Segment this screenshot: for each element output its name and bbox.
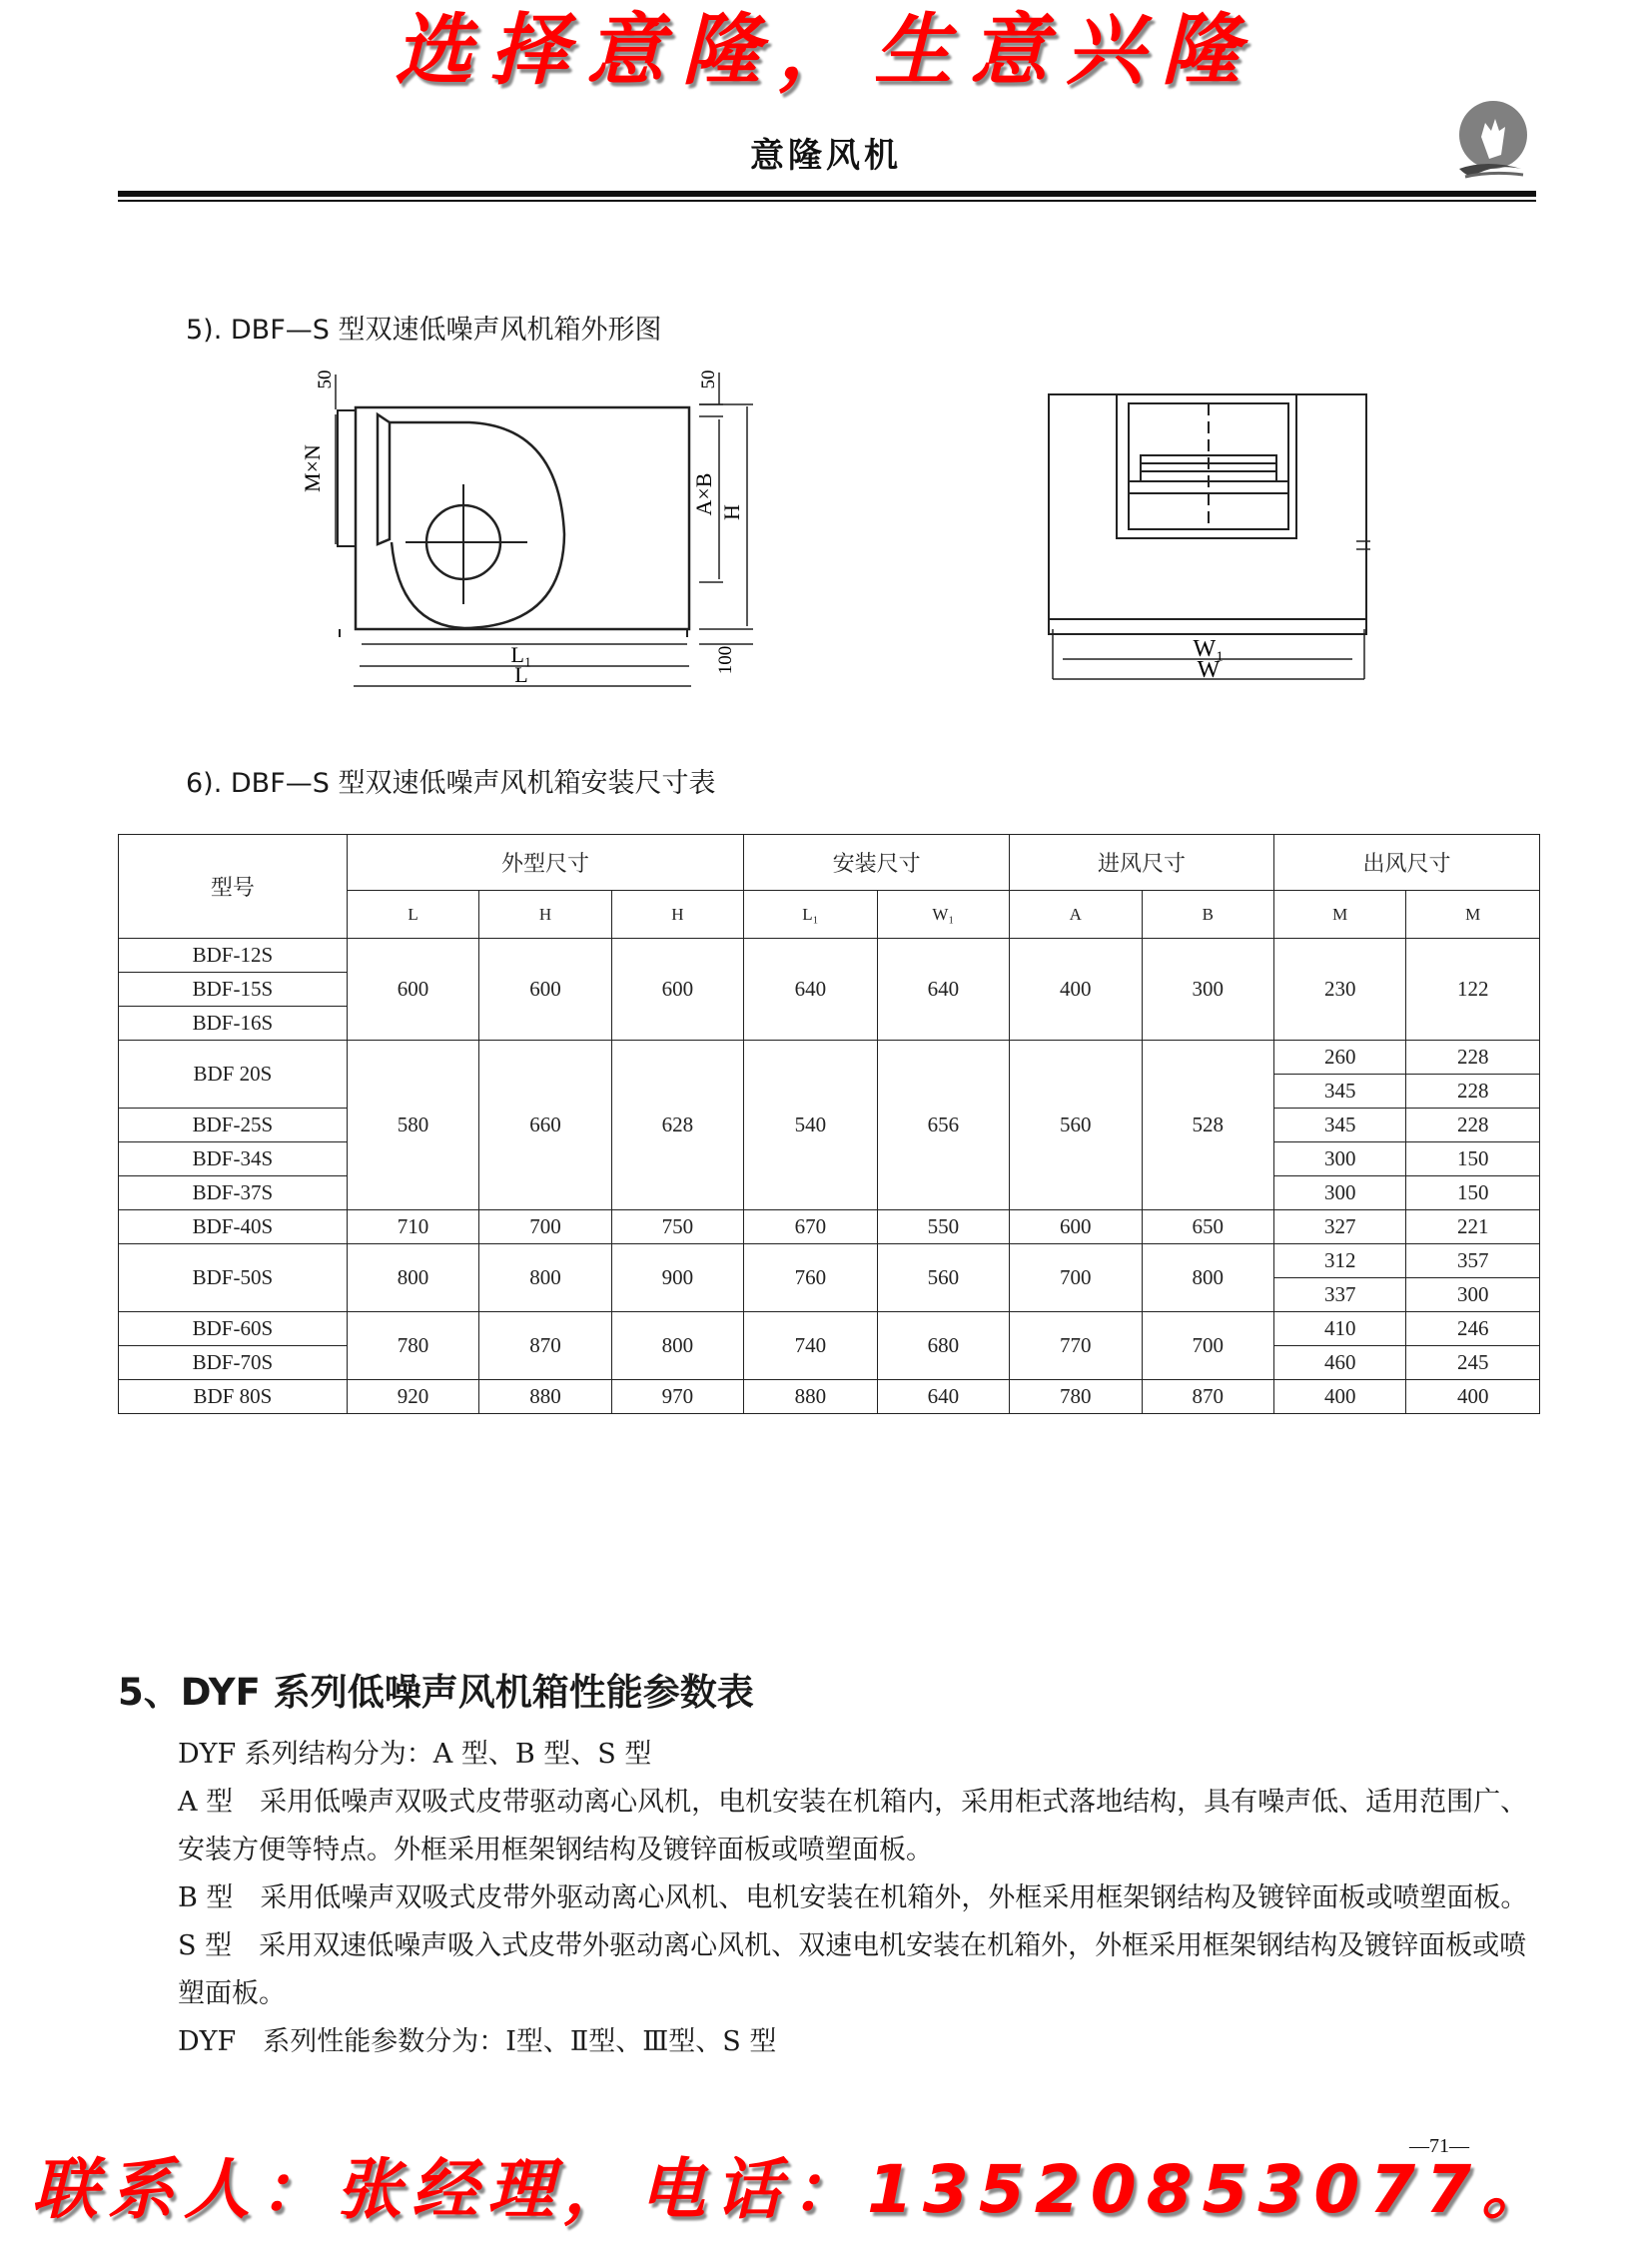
outlet-m-cell: 260 [1273,1041,1405,1075]
outlet-size-label: M×N [300,444,325,492]
dim-cell-l: 710 [347,1210,478,1244]
dyf-section-title: 5、DYF 系列低噪声风机箱性能参数表 [118,1671,754,1714]
outlet-n-cell: 150 [1406,1176,1540,1210]
header-column: L₁ [744,891,877,939]
dim-cell-h1: 600 [479,939,611,1041]
header-model: 型号 [119,835,348,939]
outlet-n-cell: 357 [1406,1244,1540,1278]
figure-section-title: 5). DBF—S 型双速低噪声风机箱外形图 [186,315,662,346]
dim-cell-h2: 800 [611,1312,743,1380]
dim-cell-h2: 750 [611,1210,743,1244]
outlet-m-cell: 327 [1273,1210,1405,1244]
dim-cell-l: 780 [347,1312,478,1380]
table-section-title: 6). DBF—S 型双速低噪声风机箱安装尺寸表 [186,768,716,799]
model-cell: BDF-34S [119,1142,348,1176]
model-cell: BDF 80S [119,1380,348,1414]
dim-cell-b: 700 [1142,1312,1273,1380]
dim-cell-l: 800 [347,1244,478,1312]
outlet-n-cell: 228 [1406,1075,1540,1109]
length-label: L [514,662,528,687]
inlet-size-label: A×B [691,472,716,516]
header-column: M [1406,891,1540,939]
outlet-m-cell: 345 [1273,1109,1405,1142]
outlet-n-cell: 228 [1406,1041,1540,1075]
header-column: W₁ [877,891,1009,939]
dim-cell-l1: 740 [744,1312,877,1380]
brand-name: 意隆风机 [750,136,902,176]
model-cell: BDF-40S [119,1210,348,1244]
outlet-m-cell: 230 [1273,939,1405,1041]
dim-cell-h2: 970 [611,1380,743,1414]
dim-cell-w1: 656 [877,1041,1009,1210]
dim-cell-w1: 640 [877,939,1009,1041]
dim-cell-a: 560 [1010,1041,1142,1210]
outlet-m-cell: 410 [1273,1312,1405,1346]
outlet-n-cell: 245 [1406,1346,1540,1380]
table-header-groups [119,835,1540,891]
model-cell: BDF-37S [119,1176,348,1210]
page-number: —71— [1409,2135,1469,2157]
dim-cell-b: 300 [1142,939,1273,1041]
dim-cell-l1: 670 [744,1210,877,1244]
dim-cell-l: 600 [347,939,478,1041]
base-height-label: 100 [715,645,736,675]
outlet-m-cell: 300 [1273,1142,1405,1176]
table-row [119,1210,1540,1244]
dim-cell-l: 580 [347,1041,478,1210]
outlet-n-cell: 400 [1406,1380,1540,1414]
dim-cell-a: 600 [1010,1210,1142,1244]
width-label: W [1197,657,1221,683]
dim-cell-b: 800 [1142,1244,1273,1312]
outlet-m-cell: 460 [1273,1346,1405,1380]
outlet-n-cell: 228 [1406,1109,1540,1142]
header-group: 进风尺寸 [1010,835,1274,891]
dyf-structure-types: DYF 系列结构分为：A 型、B 型、S 型 [178,1739,652,1770]
dyf-type-s: S 型 采用双速低噪声吸入式皮带外驱动离心风机、双速电机安装在机箱外，外框采用框架钢结构及镀锌面板或喷塑面板。 [178,1930,1527,2009]
outlet-n-cell: 246 [1406,1312,1540,1346]
header-group: 外型尺寸 [347,835,743,891]
header-rule-thick [118,191,1536,197]
dyf-type-b: B 型 采用低噪声双吸式皮带外驱动离心风机、电机安装在机箱外，外框采用框架钢结构及镀锌面板或喷塑面板。 [178,1882,1528,1913]
header-column: A [1010,891,1142,939]
model-cell: BDF-70S [119,1346,348,1380]
outlet-m-cell: 337 [1273,1278,1405,1312]
dim-cell-l1: 540 [744,1041,877,1210]
outlet-m-cell: 400 [1273,1380,1405,1414]
table-row [119,1041,1540,1075]
dim-cell-w1: 560 [877,1244,1009,1312]
length1-label: L₁ [510,642,532,667]
model-cell: BDF-50S [119,1244,348,1312]
header-column: L [347,891,478,939]
dim-cell-a: 770 [1010,1312,1142,1380]
dim-cell-h2: 900 [611,1244,743,1312]
header-column: H [611,891,743,939]
dim-cell-l1: 640 [744,939,877,1041]
model-cell: BDF-25S [119,1109,348,1142]
dim-cell-h2: 600 [611,939,743,1041]
header-column: M [1273,891,1405,939]
dim-cell-b: 650 [1142,1210,1273,1244]
outlet-n-cell: 122 [1406,939,1540,1041]
dim-cell-h1: 700 [479,1210,611,1244]
dim-cell-l1: 760 [744,1244,877,1312]
dim-cell-a: 700 [1010,1244,1142,1312]
outlet-n-cell: 300 [1406,1278,1540,1312]
dim-cell-b: 528 [1142,1041,1273,1210]
side-top-right-dim-label: 50 [698,370,719,389]
dyf-performance-types: DYF 系列性能参数分为：Ⅰ型、Ⅱ型、Ⅲ型、S 型 [178,2026,777,2057]
dim-cell-b: 870 [1142,1380,1273,1414]
outlet-n-cell: 150 [1406,1142,1540,1176]
contact-banner: 联系人：张经理，电话：13520853077。 [32,2151,1558,2228]
outlet-m-cell: 345 [1273,1075,1405,1109]
dim-cell-h1: 660 [479,1041,611,1210]
outlet-n-cell: 221 [1406,1210,1540,1244]
table-row [119,1380,1540,1414]
table-row [119,1312,1540,1346]
model-cell: BDF-60S [119,1312,348,1346]
table-row [119,939,1540,973]
dyf-type-a: A 型 采用低噪声双吸式皮带驱动离心风机，电机安装在机箱内，采用柜式落地结构，具有噪声低、适用范围广、安装方便等特点。外框采用框架钢结构及镀锌面板或喷塑面板。 [178,1787,1528,1866]
dim-cell-w1: 680 [877,1312,1009,1380]
top-slogan: 选择意隆，生意兴隆 [394,6,1257,96]
dimension-table [118,834,1540,1414]
side-view-drawing [300,365,769,694]
header-group: 出风尺寸 [1273,835,1539,891]
dim-cell-h1: 800 [479,1244,611,1312]
header-column: B [1142,891,1273,939]
front-view-drawing [1039,389,1378,689]
dim-cell-l: 920 [347,1380,478,1414]
model-cell: BDF 20S [119,1041,348,1109]
side-top-left-dim-label: 50 [315,370,336,389]
dim-cell-w1: 640 [877,1380,1009,1414]
dim-cell-h2: 628 [611,1041,743,1210]
model-cell: BDF-15S [119,973,348,1007]
width1-label: W₁ [1193,636,1225,662]
model-cell: BDF-12S [119,939,348,973]
header-group: 安装尺寸 [744,835,1010,891]
dim-cell-w1: 550 [877,1210,1009,1244]
brand-logo-icon [1451,97,1535,185]
dim-cell-h1: 880 [479,1380,611,1414]
dim-cell-l1: 880 [744,1380,877,1414]
dim-cell-a: 400 [1010,939,1142,1041]
outlet-m-cell: 312 [1273,1244,1405,1278]
header-column: H [479,891,611,939]
dyf-description [118,1731,1546,2066]
height-label: H [719,504,744,520]
table-row [119,1244,1540,1278]
model-cell: BDF-16S [119,1007,348,1041]
dim-cell-a: 780 [1010,1380,1142,1414]
header-rule-thin [118,200,1536,202]
dim-cell-h1: 870 [479,1312,611,1380]
outlet-m-cell: 300 [1273,1176,1405,1210]
